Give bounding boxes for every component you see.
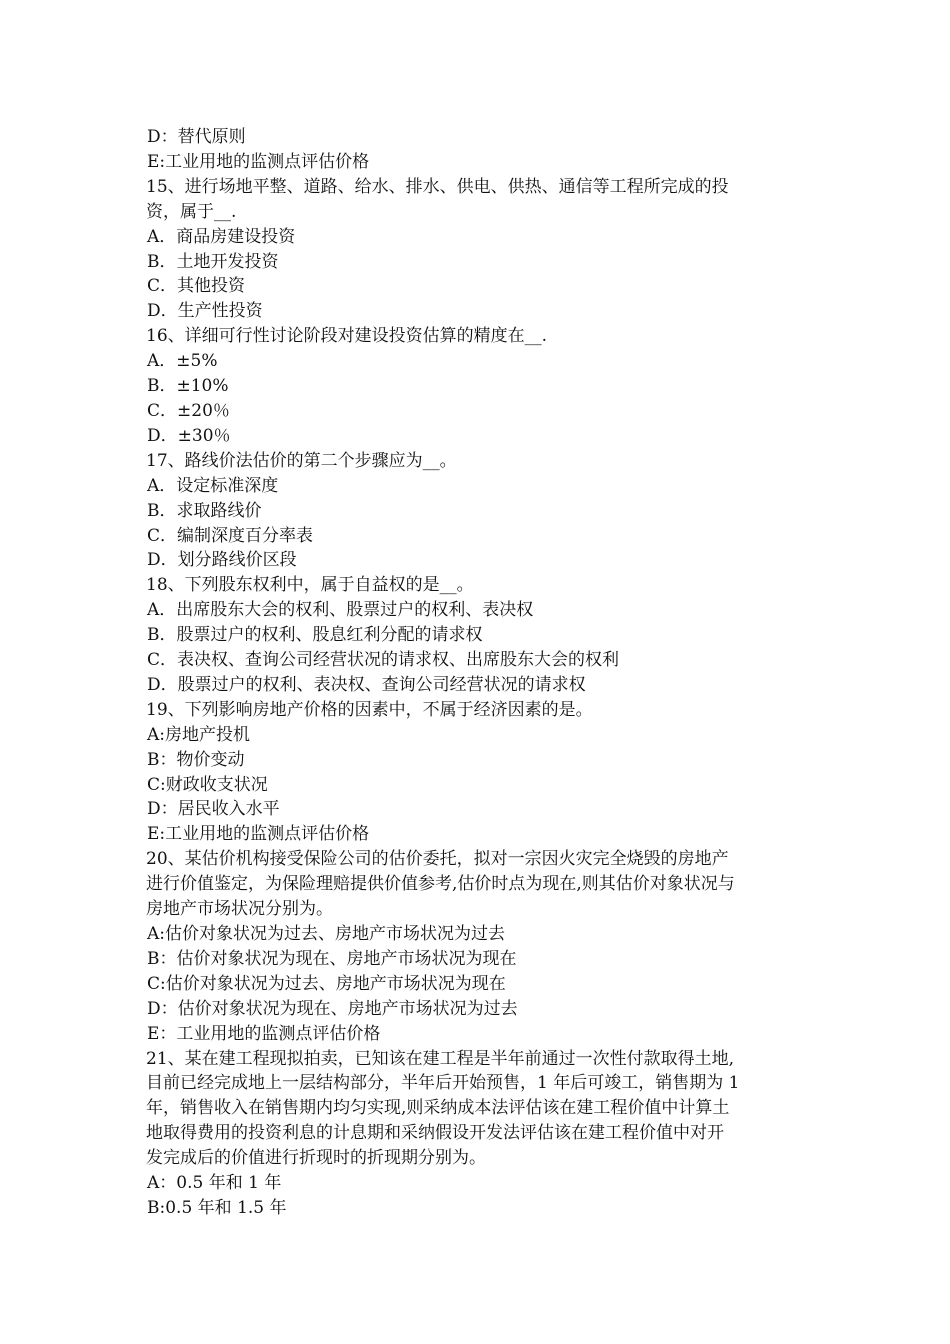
answer-option: A:房地产投机 [147,724,251,745]
question-line: 20、某估价机构接受保险公司的估价委托，拟对一宗因火灾完全烧毁的房地产 [146,849,729,870]
answer-option: E:工业用地的监测点评估价格 [147,151,370,172]
question-line: 16、详细可行性讨论阶段对建设投资估算的精度在__. [146,326,548,347]
question-line: 18、下列股东权利中，属于自益权的是__。 [146,575,474,596]
answer-option: B．求取路线价 [147,500,262,521]
question-stem [146,698,810,723]
question-stem [146,449,810,474]
question-stem [146,573,810,598]
answer-option: D：估价对象状况为现在、房地产市场状况为过去 [147,998,518,1019]
answer-option: B:0.5 年和 1.5 年 [147,1197,287,1218]
answer-option: B．股票过户的权利、股息红利分配的请求权 [147,625,483,646]
answer-option: A．±5% [147,351,218,372]
answer-option: A．商品房建设投资 [147,226,296,247]
question-list [146,125,810,1221]
question-line: 地取得费用的投资利息的计息期和采纳假设开发法评估该在建工程价值中对开 [146,1123,724,1144]
answer-option: D：替代原则 [147,127,246,147]
answer-option: B．土地开发投资 [147,251,279,272]
answer-option: A:估价对象状况为过去、房地产市场状况为过去 [147,924,506,944]
question-stem [146,1047,810,1172]
answer-option: C．编制深度百分率表 [147,525,314,546]
question-stem [146,847,810,922]
answer-option: A．出席股东大会的权利、股票过户的权利、表决权 [147,600,534,621]
question-line: 资，属于__. [146,201,237,222]
question-line: 17、路线价法估价的第二个步骤应为__。 [146,450,457,471]
question-line: 年，销售收入在销售期内均匀实现,则采纳成本法评估该在建工程价值中计算土 [146,1098,730,1119]
answer-option: D．生产性投资 [147,301,263,322]
answer-option: D：居民收入水平 [147,799,280,820]
answer-option: C．±20％ [147,400,230,421]
question-line: 21、某在建工程现拟拍卖，已知该在建工程是半年前通过一次性付款取得土地, [146,1048,735,1069]
answer-option: B：估价对象状况为现在、房地产市场状况为现在 [147,948,517,969]
question-line: 房地产市场状况分别为。 [146,899,333,920]
answer-option: D．股票过户的权利、表决权、查询公司经营状况的请求权 [147,674,586,695]
answer-option: B．±10% [147,376,229,397]
question-line: 15、进行场地平整、道路、给水、排水、供电、供热、通信等工程所完成的投 [146,176,729,197]
question-line: 进行价值鉴定，为保险理赔提供价值参考,估价时点为现在,则其估价对象状况与 [146,874,735,895]
answer-option: C．表决权、查询公司经营状况的请求权、出席股东大会的权利 [147,650,620,671]
answer-option: D．±30％ [147,425,231,446]
question-stem [146,175,810,225]
answer-option: A．设定标准深度 [147,475,279,496]
answer-option: E:工业用地的监测点评估价格 [147,824,370,845]
answer-option: B：物价变动 [147,749,245,770]
answer-option: A：0.5 年和 1 年 [147,1173,282,1194]
answer-option: C．其他投资 [147,276,246,297]
question-line: 19、下列影响房地产价格的因素中，不属于经济因素的是。 [146,699,593,720]
answer-option: C:估价对象状况为过去、房地产市场状况为现在 [147,973,506,994]
answer-option: E：工业用地的监测点评估价格 [147,1023,381,1044]
answer-option: C:财政收支状况 [147,774,268,795]
question-line: 目前已经完成地上一层结构部分，半年后开始预售，1 年后可竣工，销售期为 1 [146,1073,740,1094]
answer-option: D．划分路线价区段 [147,550,297,571]
question-stem [146,324,810,349]
question-line: 发完成后的价值进行折现时的折现期分别为。 [146,1148,486,1169]
